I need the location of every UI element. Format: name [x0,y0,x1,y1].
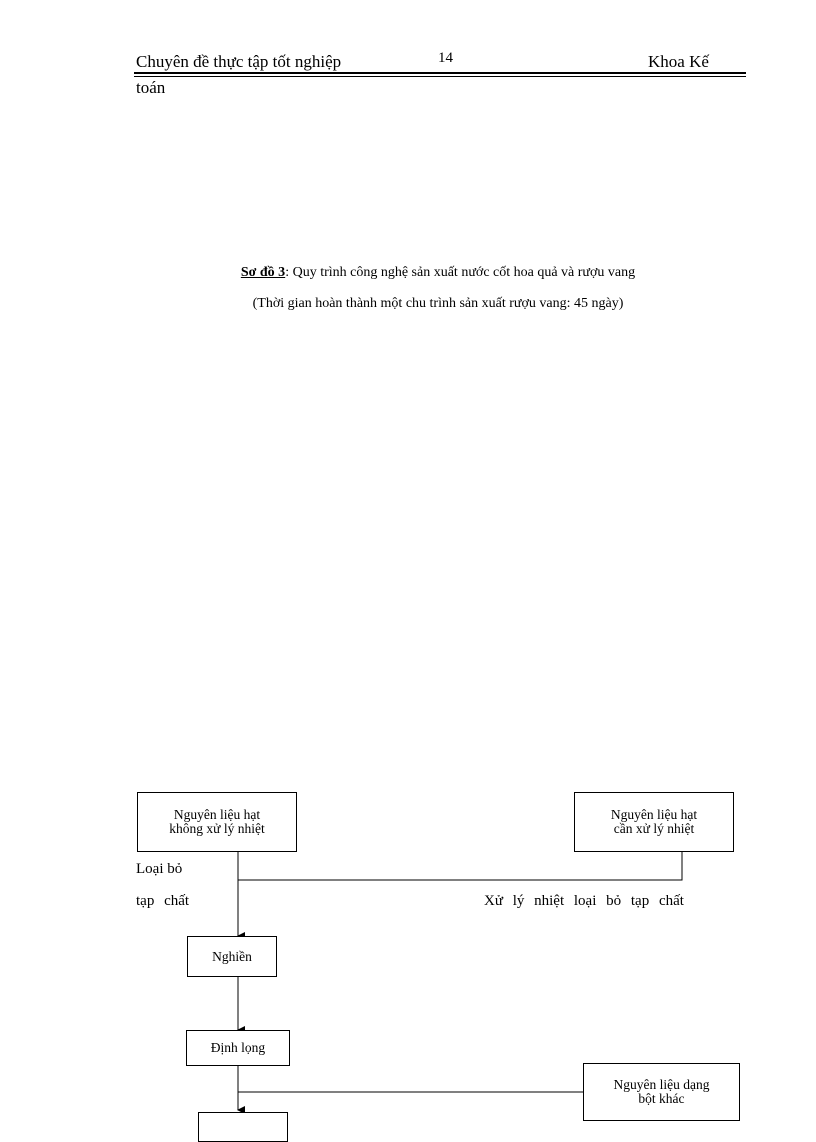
box-powder-text: Nguyên liệu dạng bột khác [613,1077,710,1106]
caption-title: : Quy trình công nghệ sản xuất nước cốt hoa quả và rượu vang [285,265,636,280]
header-left-title: Chuyên đề thực tập tốt nghiệp [136,52,342,71]
page-number: 14 [438,50,453,66]
label-heat-process: Xử lý nhiệt loại bỏ tạp chất [484,893,684,909]
box-next-step-partial [198,1112,288,1142]
connector-heat-branch [238,852,682,880]
caption-label: Sơ đồ 3 [240,265,286,280]
box-grind-text: Nghiền [212,948,252,964]
box-raw-no-heat [137,792,297,852]
label-remove-impurities-line2: tạp chất [136,893,190,909]
box-quantify [186,1030,290,1066]
label-remove-impurities-line1: Loại bỏ [136,861,183,877]
diagram-subtitle: (Thời gian hoàn thành một chu trình sản xuất rượu vang: 45 ngày) [252,296,624,311]
header-right-title: Khoa Kế [648,52,709,71]
box-raw-heat-text: Nguyên liệu hạt cần xử lý nhiệt [610,807,698,836]
box-grind [187,936,277,977]
header-right-title-continued: toán [136,78,166,97]
box-raw-heat [574,792,734,852]
box-raw-no-heat-text: Nguyên liệu hạt không xử lý nhiệt [169,807,265,836]
box-powder [583,1063,740,1121]
box-quantify-text: Định lọng [210,1040,266,1055]
